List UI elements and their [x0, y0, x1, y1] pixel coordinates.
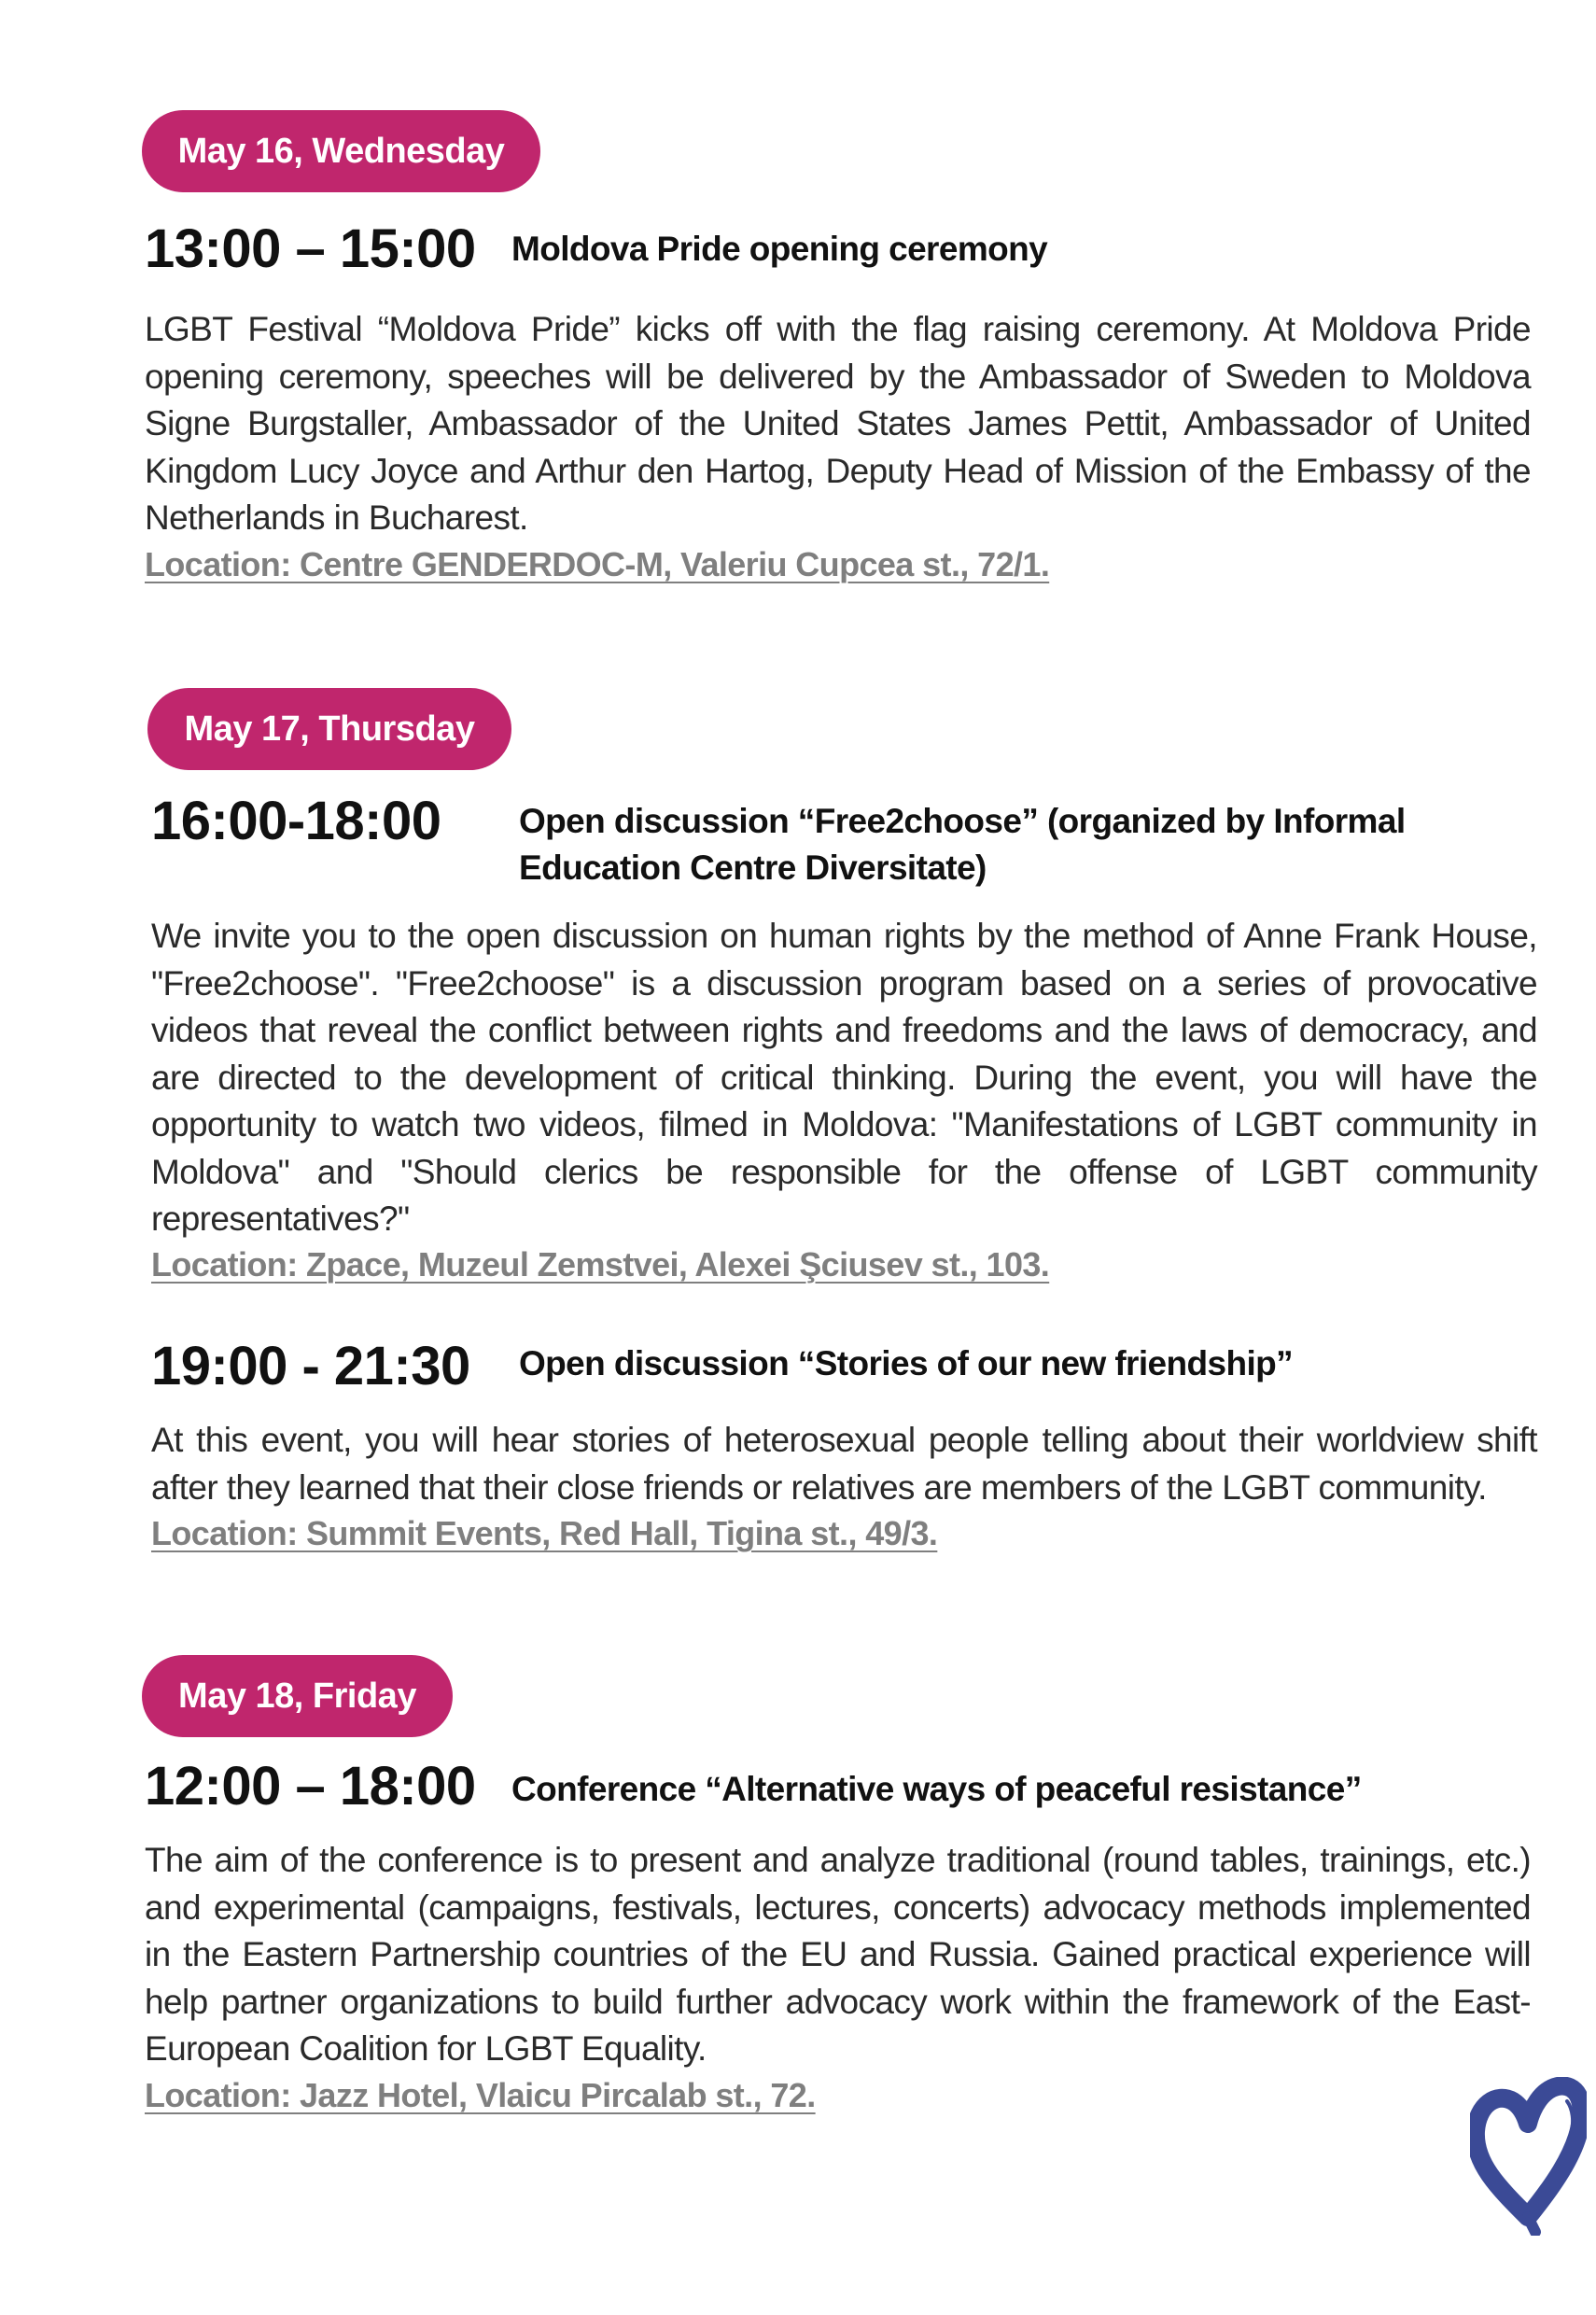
event-location-link[interactable]: Location: Summit Events, Red Hall, Tigina st., 49/3. — [151, 1514, 938, 1552]
event-location-link[interactable]: Location: Jazz Hotel, Vlaicu Pircalab st., 72. — [145, 2076, 816, 2114]
event-title: Open discussion “Stories of our new friendship” — [519, 1344, 1294, 1382]
event-time: 19:00 - 21:30 — [151, 1336, 470, 1396]
event-location-link[interactable]: Location: Zpace, Muzeul Zemstvei, Alexei Şciusev st., 103. — [151, 1245, 1050, 1284]
day-badge-may-16: May 16, Wednesday — [142, 110, 540, 192]
event-title: Moldova Pride opening ceremony — [511, 230, 1048, 268]
event-description: We invite you to the open discussion on human rights by the method of Anne Frank House, "Free2choose". "Free2choose" is a discussion program based on a series of provocative videos that reveal the conflict between rights and freedoms and the laws of democracy, and are directed to the development of critical thinking. During the event, you will have the opportunity to watch two videos, filmed in Moldova: "Manifestations of LGBT community in Moldova" and "Should clerics be responsible for the offense of LGBT community representatives?" — [151, 917, 1537, 1238]
day-badge-may-18: May 18, Friday — [142, 1655, 453, 1737]
day-badge-may-17: May 17, Thursday — [147, 688, 511, 770]
event-description: LGBT Festival “Moldova Pride” kicks off with the flag raising ceremony. At Moldova Pride opening ceremony, speeches will be delivered by the Ambassador of Sweden to Moldova Signe Burgstaller, Ambassador of the United States James Pettit, Ambassador of United Kingdom Lucy Joyce and Arthur den Hartog, Deputy Head of Mission of the Embassy of the Netherlands in Bucharest. — [145, 310, 1531, 537]
event-time: 12:00 – 18:00 — [145, 1756, 476, 1817]
event-description: At this event, you will hear stories of heterosexual people telling about their worldview shift after they learned that their close friends or relatives are members of the LGBT community. — [151, 1421, 1537, 1507]
event-title: Conference “Alternative ways of peaceful resistance” — [511, 1770, 1362, 1808]
event-title: Open discussion “Free2choose” (organized by Informal Education Centre Diversitate) — [519, 802, 1406, 887]
event-location-link[interactable]: Location: Centre GENDERDOC-M, Valeriu Cupcea st., 72/1. — [145, 545, 1050, 583]
event-description: The aim of the conference is to present and analyze traditional (round tables, trainings, etc.) and experimental (campaigns, festivals, lectures, concerts) advocacy methods implemented in the Eastern Partnership countries of the EU and Russia. Gained practical experience will help partner organizations to build further advocacy work within the framework of the East-European Coalition for LGBT Equality. — [145, 1841, 1531, 2068]
event-time: 13:00 – 15:00 — [145, 218, 476, 279]
event-time: 16:00-18:00 — [151, 791, 441, 851]
heart-logo-icon — [1470, 2077, 1587, 2236]
